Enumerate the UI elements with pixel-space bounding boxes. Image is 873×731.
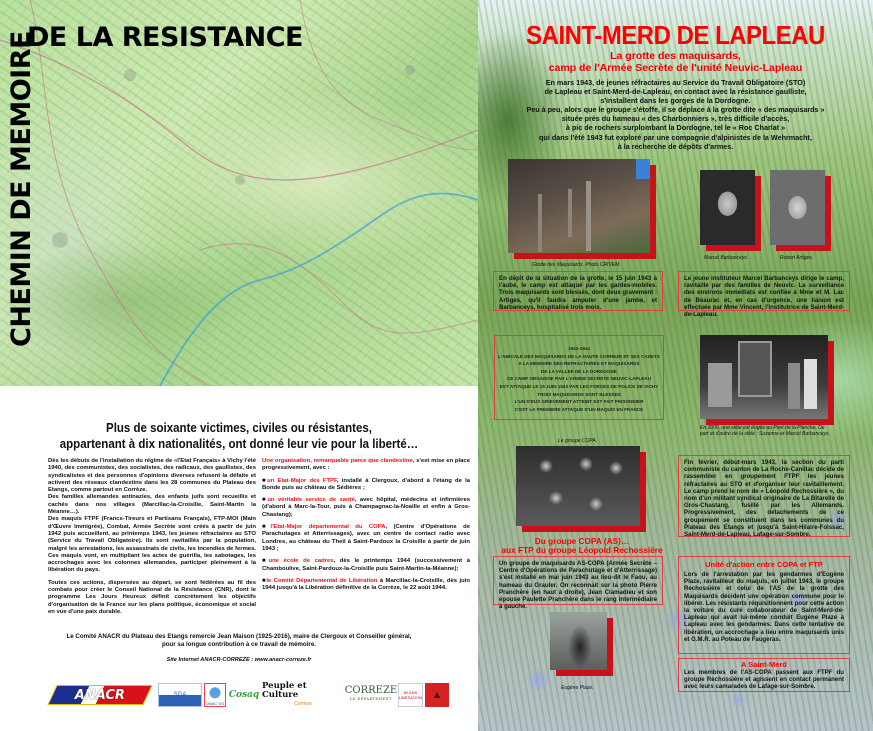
saint-merd-box: A Saint-Merd Les membres de l'AS-COPA passent aux FTPF du groupe Rechossière et agissent en contact permanent avec leurs camarades de Lafage-sur-Sombre. <box>678 658 850 692</box>
map-title-horizontal: DE LA RESISTANCE <box>27 22 304 53</box>
topographic-map <box>0 0 478 386</box>
history-paragraph: Des maquis FTPF (Francs-Tireurs et Partisans Français), FTP-MOI (Main d'Œuvre Immigrée), Combat, Armée Secrète sont créés à partir de juin 1942 puis accueillent, au printemps 1943, les jeunes réfractaires au STO (Service du Travail Obligatoire). Ils sont ravitaillés par la population, malgré les arrestations, les assassinats de civils, les incendies de fermes. Ces maquis vont, en multipliant les actes de guérilla, les sabotages, les accrochages avec les colonnes allemandes, participer pleinement à la libération du pays. <box>48 516 256 574</box>
organisation-item: ■une école de cadres, dès le printemps 1944 (successivement à Chamboulive, Saint-Pardoux-la-Croisille puis Saint-Martin-la-Méanne); <box>262 558 470 572</box>
website-link[interactable]: Site Internet ANACR-CORREZE : www.anacr-correze.fr <box>166 657 312 663</box>
ftp-box: Fin février, début-mars 1943, la section du parti communiste du canton de La Roche-Canillac décide de rassembler en groupement FTPF les jeunes réfractaires au STO et d'organiser leur ravitaillement. Le camp prend le nom de « Léopold Rechossière », du nom d'un militant syndical originaire de La Bitarelle de Gros-Chastang, fusillé par les Allemands. Progressivement, des détachements de ce groupement se constituent dans les communes du Plateau des Étangs et jusqu'à Saint-Hilaire-Foissac, Saint-Merd-de-Lapleau, Lafage-sur-Sombre. <box>678 455 850 537</box>
organisation-intro: Une organisation, remarquable parce que clandestine, s'est mise en place progressivement, avec : <box>262 458 470 472</box>
intro-text: En mars 1943, de jeunes réfractaires au Service du Travail Obligatoire (STO) de Lapleau et Saint-Merd-de-Lapleau, en contact avec la résistance gaulliste, s'installent dans les gorges de la Dordogne. Peu à peu, alors que le groupe s'étoffe, il se déplace à la grotte dite « des maquisards » située près du hameau « des Charbonniers », très difficile d'accès, à pic de rochers surplombant la Dordogne, tel le « Roc Charlat » qui dans l'été 1943 fut exploré par une compagnie d'alpinistes de la Wehrmacht, à la recherche de dépôts d'armes. <box>526 78 825 151</box>
stele-photo <box>700 335 828 419</box>
map-title-vertical: CHEMIN DE MEMOIRE <box>6 31 37 347</box>
cosaq-logo: Cosaq <box>228 690 260 700</box>
onac-logo: ONAC VG <box>204 683 226 707</box>
headline-line-2: appartenant à dix nationalités, ont donné leur vie pour la liberté… <box>59 437 419 451</box>
caption-stele: En 2000, une stèle est érigée au Pont de la Planche. De part et d'autre de la stèle : Suzanne et Marcel Barbanceys. <box>700 425 830 437</box>
anacr-logo: ANACR <box>47 685 152 705</box>
plaze-photo <box>550 612 607 670</box>
map-roads-icon <box>0 0 478 386</box>
sponsor-logos <box>52 680 449 707</box>
sga-logo: SGA <box>158 683 202 707</box>
saint-merd-title: A Saint-Merd <box>741 660 787 669</box>
subtitle: La grotte des maquisards, camp de l'Armée Secrète de l'unité Neuvic-Lapleau <box>548 50 803 74</box>
organisation-item: ■un véritable service de santé, avec hôpital, médecins et infirmières (d'abord à Marc-la-Tour, puis à Champagnac-la-Noaille et enfin à Gros-Chastang); <box>262 497 471 518</box>
correze-logo: CORREZE LE DÉPARTEMENT <box>344 685 398 701</box>
organisation-column-right <box>262 458 470 597</box>
barbancey-portrait <box>700 170 755 245</box>
caption-grotte: Grotte des Maquisards. Photo CRIVEM. <box>532 262 621 268</box>
victims-headline <box>19 420 459 452</box>
unite-title: Unité d'action entre COPA et FTP <box>705 560 823 569</box>
memorial-plaque-text: 1943-1944 L'AMICALE DES MAQUISARDS DE LA HAUTE CORREZE ET SES CADETS A LA MEMOIRE DES REFRACTAIRES ET MAQUISARDS DE LA VALLEE DE LA DORDOGNE CE CAMP ORGANISE PAR L'ARMEE SECRETE NEUVIC-LAPLEAU EST ATTAQUE LE 15 JUIN 1943 PAR LES FORCES DE POLICE DE VICHY TROIS MAQUISARDS SONT BLESSES L'UN D'EUX GRIEVEMENT ATTEINT EST FAIT PRISONNIER C'EST LA PREMIERE ATTAQUE D'UN MAQUIS EN FRANCE <box>494 335 664 420</box>
artiges-portrait <box>770 170 825 245</box>
attack-box: En dépit de la situation de la grotte, le 15 juin 1943 à l'aube, le camp est attaqué par les gardes-mobiles. Trois maquisards sont blessés, dont deux gravement : Artiges, qu'il faudra amputer d'une jambe, et Barbanceys, hospitalisé trois mois. <box>493 271 663 311</box>
liberation-80-logo: 80 ANS LIBÉRATION <box>398 683 423 707</box>
grotte-photo <box>508 159 650 253</box>
caption-barbancey: Marcel Barbanceys. <box>704 255 749 261</box>
page-title: SAINT-MERD DE LAPLEAU <box>526 20 825 50</box>
headline-line-1: Plus de soixante victimes, civiles ou résistantes, <box>106 421 372 435</box>
caption-plaze: Eugène Plaze. <box>561 685 594 691</box>
thanks-note: Le Comité ANACR du Plateau des Etangs remercie Jean Maison (1925-2016), maire de Clergoux et Conseiller général, pour sa longue contribution à ce travail de mémoire. <box>66 633 412 648</box>
history-column-left <box>48 458 256 621</box>
organisation-item: ■l'Etat-Major départemental du COPA, (Centre d'Opérations de Parachutages et Atterrissages), avec un centre de contact radio avec Londres, au château du Theil à Saint-Pardoux la Croisille à partir de juin 1943 ; <box>262 524 470 552</box>
history-paragraph: Toutes ces actions, dispersées au départ, se sont fédérées au fil des combats pour créer le Conseil National de la Résistance (CNR), dont le programme Les Jours Heureux définit concrètement les objectifs d'organisation de la France sur les plans politique, économique et social en vue d'une paix durable. <box>48 579 256 615</box>
peuple-et-culture-logo: Peuple et Culture Corrèze <box>262 680 312 707</box>
copa-section-title: Du groupe COPA (AS)… aux FTP du groupe Léopold Rechossière <box>501 536 663 555</box>
right-panel <box>478 0 873 731</box>
organisation-item: ■un Etat-Major des FTPF, installé à Clergoux, d'abord à l'étang de la Bonde puis au château de Sédières ; <box>262 477 470 491</box>
history-paragraph: Dès les débuts de l'installation du régime de «l'Etat Français» à Vichy l'été 1940, des communistes, des socialistes, des radicaux, des gaullistes, des syndicalistes et des personnes d'opinions diverses refusent la défaite et activent des réseaux clandestins dans les 28 communes du Plateau des Etangs, comme partout en Corrèze. <box>48 458 256 494</box>
organisation-item: ■le Comité Départemental de Libération à Marcillac-la-Croisille, dès juin 1944 jusqu'à la Libération définitive de la Corrèze, le 22 août 1944. <box>262 577 471 592</box>
instituteur-box: Le jeune instituteur Marcel Barbanceys dirige le camp, ravitaillé par des familles de Neuvic. La surveillance des environs immédiats est confiée à Mme et M. Lac de Beaurac et, en cas d'urgence, une liaison est effectuée par Mme Vincent, l'institutrice de Saint-Merd-de-Lapleau. <box>678 271 850 311</box>
copa-box: Un groupe de maquisards AS-COPA (Armée Secrète – Centre d'Opérations de Parachutage et d'Atterrissage) s'est installé en mai juin 1943 au lieu-dit le Faou, au hameau du Grauler. On reconnait sur la photo Pierre Pranchère (en haut à droite), Jean Clamadieu et son épouse Paulette Pranchère dans le rang intermédiaire à gauche. <box>493 556 663 605</box>
unite-box: Unité d'action entre COPA et FTP Lors de l'arrestation par les gendarmes d'Eugène Plaze, ravitailleur du maquis, en juillet 1943, le groupe Rechossière et celui de l'AS de la grotte des Maquisards décident une opération commune pour le libérer. Les résistants réquisitionnent pour cette action la voiture du curé collaborateur de Saint-Merd-de-Lapleau qui avait lui-même conduit Eugène Plaze à Lapleau avec les gendarmes. Dans cette tentative de libération, un accrochage a lieu entre maquisards unis et G.M.R. au Poteau de Faugeras. <box>678 556 850 654</box>
caption-copa-group: Le groupe COPA. <box>558 438 598 444</box>
copa-group-photo <box>516 446 640 526</box>
red-emblem-logo: ▲ <box>425 683 449 707</box>
caption-artiges: Robert Artiges. <box>780 255 814 261</box>
history-paragraph: Des familles allemandes antinazies, des enfants juifs sont recueillis et cachés dans nos villages (Marcillac-la-Croisille, Saint-Martin la Méanne…). <box>48 494 256 516</box>
